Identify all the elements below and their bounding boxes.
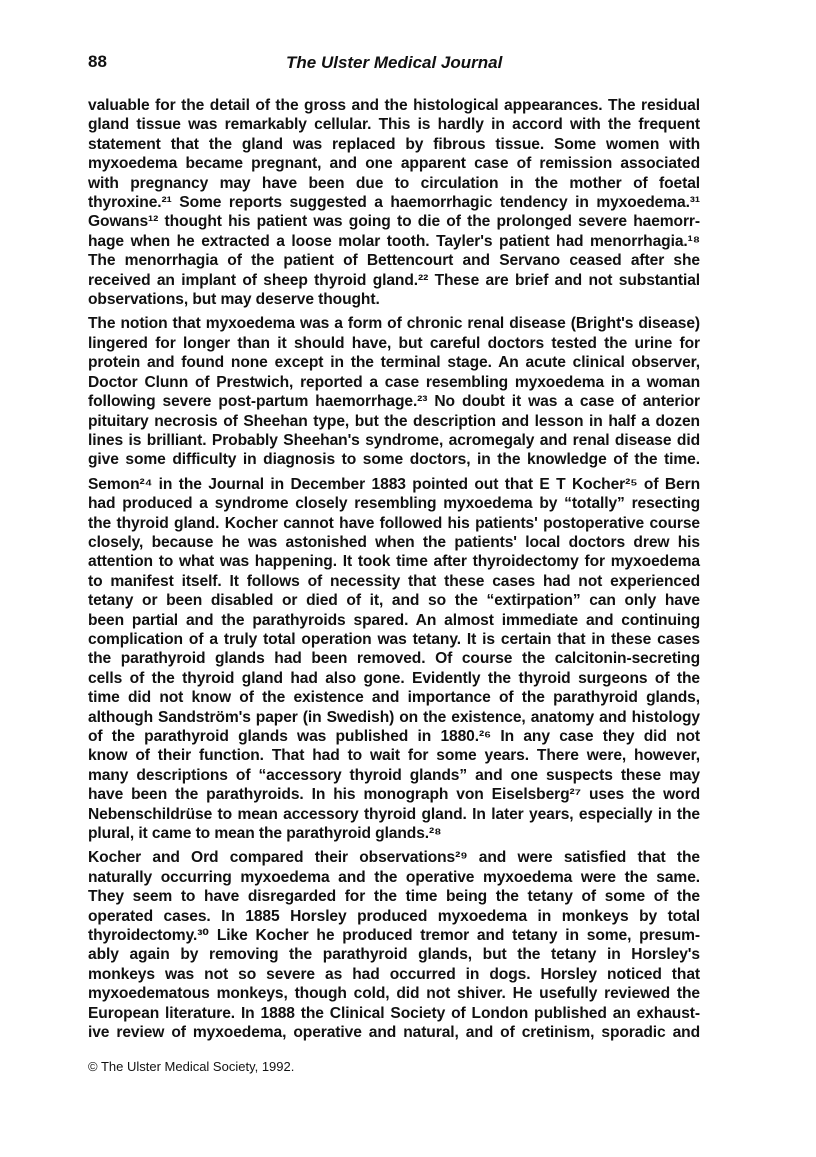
text-line: received an implant of sheep thyroid gland.²² These are brief and not substantial [88, 271, 700, 289]
text-line: Kocher and Ord compared their observations²⁹ and were satisfied that the [88, 849, 700, 867]
text-line: give some difficulty in diagnosis to some doctors, in the knowledge of the time. [88, 451, 700, 469]
text-line: European literature. In 1888 the Clinical Society of London published an exhaust- [88, 1004, 700, 1022]
text-line: operated cases. In 1885 Horsley produced myxoedema in monkeys by total [88, 907, 700, 925]
text-line: been partial and the parathyroids spared. An almost immediate and continuing [88, 611, 700, 629]
page-number: 88 [88, 52, 107, 71]
text-line: lingered for longer than it should have, but careful doctors tested the urine for [88, 334, 700, 352]
text-line: complication of a truly total operation was tetany. It is certain that in these cases [88, 630, 700, 648]
text-line: myxoedema became pregnant, and one apparent case of remission associated [88, 155, 700, 173]
paragraph-1 [88, 96, 700, 309]
text-line: thyroxine.²¹ Some reports suggested a haemorrhagic tendency in myxoedema.³¹ [88, 194, 700, 212]
text-line: have been the parathyroids. In his monograph von Eiselsberg²⁷ uses the word [88, 786, 700, 804]
text-line: protein and found none except in the terminal stage. An acute clinical observer, [88, 354, 700, 372]
paragraph-2 [88, 314, 700, 469]
text-line: gland tissue was remarkably cellular. This is hardly in accord with the frequent [88, 116, 700, 134]
text-line: closely, because he was astonished when the patients' local doctors drew his [88, 533, 700, 551]
text-line: Gowans¹² thought his patient was going to die of the prolonged severe haemorr- [88, 213, 700, 231]
text-line: attention to what was happening. It took time after thyroidectomy for myxoedema [88, 553, 700, 571]
text-line: hage when he extracted a loose molar tooth. Tayler's patient had menorrhagia.¹⁸ [88, 232, 700, 250]
text-line: thyroidectomy.³⁰ Like Kocher he produced tremor and tetany in some, presum- [88, 927, 700, 945]
text-line: with pregnancy may have been due to circulation in the mother of foetal [88, 174, 700, 192]
text-line: myxoedematous monkeys, though cold, did not shiver. He usefully reviewed the [88, 985, 700, 1003]
text-line: statement that the gland was replaced by fibrous tissue. Some women with [88, 135, 700, 153]
text-line: know of their function. That had to wait for some years. There were, however, [88, 747, 700, 765]
text-line: naturally occurring myxoedema and the operative myxoedema were the same. [88, 868, 700, 886]
text-line: ably again by removing the parathyroid glands, but the tetany in Horsley's [88, 946, 700, 964]
text-line: Nebenschildrüse to mean accessory thyroid gland. In later years, especially in the [88, 805, 700, 823]
text-line: of the parathyroid glands was published in 1880.²⁶ In any case they did not [88, 728, 700, 745]
text-line: lines is brilliant. Probably Sheehan's syndrome, acromegaly and renal disease did [88, 431, 700, 449]
paragraph-4 [88, 848, 700, 1042]
text-line: Semon²⁴ in the Journal in December 1883 pointed out that E T Kocher²⁵ of Bern [88, 475, 700, 493]
copyright-footer: © The Ulster Medical Society, 1992. [88, 1059, 295, 1074]
text-line: Doctor Clunn of Prestwich, reported a case resembling myxoedema in a woman [88, 373, 700, 391]
text-line: monkeys was not so severe as had occurred in dogs. Horsley noticed that [88, 965, 700, 983]
text-line: many descriptions of “accessory thyroid glands” and one suspects these may [88, 766, 700, 784]
text-line: The notion that myxoedema was a form of chronic renal disease (Bright's disease) [88, 315, 700, 333]
article-body [88, 96, 700, 1048]
text-line: time did not know of the existence and importance of the parathyroid glands, [88, 689, 700, 707]
text-line: to manifest itself. It follows of necessity that these cases had not experienced [88, 572, 700, 590]
text-line: plural, it came to mean the parathyroid glands.²⁸ [88, 825, 442, 843]
journal-title: The Ulster Medical Journal [286, 53, 503, 72]
page-header [88, 52, 700, 78]
text-line: cells of the thyroid gland had also gone. Evidently the thyroid surgeons of the [88, 669, 700, 687]
text-line: valuable for the detail of the gross and the histological appearances. The residual [88, 97, 700, 114]
text-line: observations, but may deserve thought. [88, 291, 380, 309]
text-line: The menorrhagia of the patient of Bettencourt and Servano ceased after she [88, 252, 700, 270]
text-line: the parathyroid glands had been removed. Of course the calcitonin-secreting [88, 650, 700, 668]
text-line: They seem to have disregarded for the time being the tetany of some of the [88, 888, 700, 906]
text-line: pituitary necrosis of Sheehan type, but the description and lesson in half a dozen [88, 412, 700, 430]
paragraph-3 [88, 475, 700, 844]
text-line: ive review of myxoedema, operative and natural, and of cretinism, sporadic and [88, 1024, 700, 1042]
text-line: the thyroid gland. Kocher cannot have followed his patients' postoperative course [88, 514, 700, 532]
text-line: had produced a syndrome closely resembling myxoedema by “totally” resecting [88, 495, 700, 513]
text-line: tetany or been disabled or died of it, and so the “extirpation” can only have [88, 592, 700, 610]
text-line: although Sandström's paper (in Swedish) on the existence, anatomy and histology [88, 708, 700, 726]
text-line: following severe post-partum haemorrhage.²³ No doubt it was a case of anterior [88, 393, 700, 411]
